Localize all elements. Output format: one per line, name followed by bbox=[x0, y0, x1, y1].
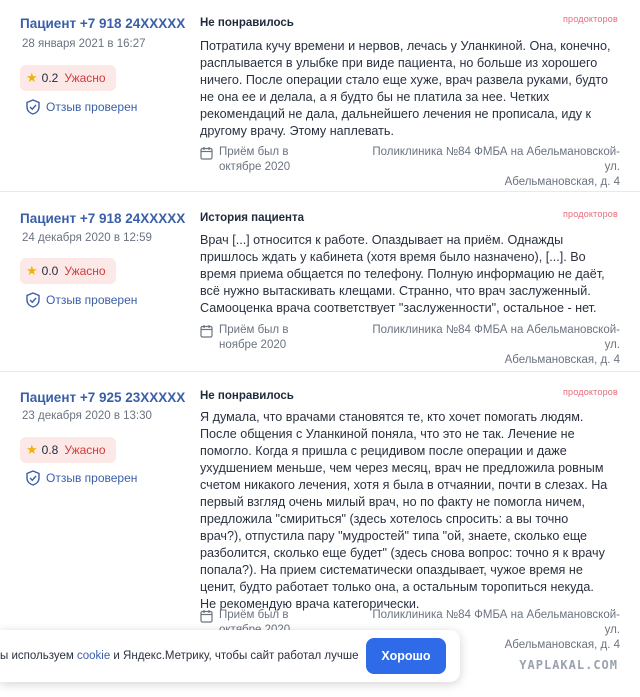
verified-badge bbox=[26, 99, 137, 115]
review-card bbox=[0, 192, 640, 372]
visit-label: Приём был в ноябре 2020 bbox=[219, 324, 289, 351]
review-date: 28 января 2021 в 16:27 bbox=[22, 38, 146, 50]
visit-date bbox=[200, 145, 290, 175]
rating-badge bbox=[20, 258, 116, 284]
clinic-link[interactable]: Поликлиника №84 ФМБА на Абельмановской-ул. Абельмановская, д. 4 bbox=[372, 324, 620, 366]
verified-label: Отзыв проверен bbox=[46, 471, 138, 485]
calendar-icon bbox=[200, 324, 213, 338]
verified-label: Отзыв проверен bbox=[46, 100, 138, 114]
brand-label: продокторов bbox=[562, 14, 618, 24]
rating-badge bbox=[20, 437, 116, 463]
review-text: Я думала, что врачами становятся те, кто хочет помогать людям. После общения с Уланкиной поняла, что это не так. Лечение не помогло. Когда я пришла с рецидивом после операции и даже ухудшением меньше, чем через месяц, врач не предложила ровным счетом никакого лечения, хотя я была в отчаянии, почти в слезах. На первый взгляд очень милый врач, но по факту не помогла ничем, предложила "смириться" (здесь хотелось спросить: а вы точно врач?), отпустила пару "мудростей" типа "ой, знаете, сколько еще разболится, сколько еще будет" (здесь снова вопрос: точно я к врачу попала?). На прием систематически опаздывает, чужое время не ценит, будто работает только она, а остальным торопиться некуда. Не рекомендую врача категорически. bbox=[200, 410, 608, 611]
review-author-link[interactable]: Пациент +7 918 24XXXXX bbox=[20, 211, 186, 226]
cookie-accept-button[interactable]: Хорошо bbox=[366, 638, 446, 674]
review-date: 24 декабря 2020 в 12:59 bbox=[22, 232, 152, 244]
rating-label: Ужасно bbox=[64, 443, 106, 457]
review-author-link[interactable]: Пациент +7 925 23XXXXX bbox=[20, 390, 186, 405]
cookie-text-after: и Яндекс.Метрику, чтобы сайт работал лучше bbox=[110, 650, 359, 662]
brand-label: продокторов bbox=[562, 209, 618, 219]
cookie-text bbox=[0, 650, 359, 662]
clinic-link[interactable]: Поликлиника №84 ФМБА на Абельмановской-ул. Абельмановская, д. 4 bbox=[372, 146, 620, 188]
shield-check-icon bbox=[26, 292, 40, 308]
verified-label: Отзыв проверен bbox=[46, 293, 138, 307]
star-icon: ★ bbox=[26, 263, 38, 278]
review-text: Врач [...] относится к работе. Опаздывает на приём. Однажды пришлось ждать у кабинета (хотя время было назначено), [...]. Во время приема общается по телефону. Полную информацию не даёт, всё нужно вытаскивать клещами. Странно, что врач заслуженный. Самооценка врача соответствует "заслуженности", остальное - нет. bbox=[200, 233, 605, 315]
visit-label: Приём был в октябре 2020 bbox=[219, 146, 291, 173]
shield-check-icon bbox=[26, 470, 40, 486]
cookie-banner bbox=[0, 630, 460, 682]
rating-score: 0.8 bbox=[41, 443, 59, 457]
star-icon: ★ bbox=[26, 70, 38, 85]
brand-label: продокторов bbox=[562, 387, 618, 397]
rating-label: Ужасно bbox=[64, 71, 106, 85]
review-date: 23 декабря 2020 в 13:30 bbox=[22, 410, 152, 422]
calendar-icon bbox=[200, 609, 213, 623]
clinic-link[interactable]: Поликлиника №84 ФМБА на Абельмановской-ул. Абельмановская, д. 4 bbox=[372, 609, 620, 651]
review-type: Не понравилось bbox=[200, 17, 294, 29]
rating-label: Ужасно bbox=[64, 264, 106, 278]
rating-score: 0.0 bbox=[41, 264, 59, 278]
calendar-icon bbox=[200, 146, 213, 160]
cookie-link[interactable]: cookie bbox=[76, 650, 111, 662]
verified-badge bbox=[26, 292, 137, 308]
review-card bbox=[0, 0, 640, 192]
review-author-link[interactable]: Пациент +7 918 24XXXXX bbox=[20, 16, 186, 31]
cookie-text-before: ы используем bbox=[0, 650, 77, 662]
rating-score: 0.2 bbox=[41, 71, 59, 85]
star-icon: ★ bbox=[26, 442, 38, 457]
review-text: Потратила кучу времени и нервов, лечась у Уланкиной. Она, конечно, расплывается в улыбке при виде пациента, но больше из хорошего ничего. После операции стало еще хуже, врач развела руками, будто не она ее и делала, а я будто бы не платила за нее. Четких рекомендаций не дала, дальнейшего лечения не прописала, иду к другому врачу. Этому наплевать. bbox=[200, 39, 611, 138]
review-type: История пациента bbox=[200, 212, 305, 224]
verified-badge bbox=[26, 470, 137, 486]
visit-date bbox=[200, 323, 288, 353]
review-type: Не понравилось bbox=[200, 390, 294, 402]
rating-badge bbox=[20, 65, 116, 91]
watermark-logo: YAPLAKAL.COM bbox=[519, 658, 618, 672]
visit-label: Приём был в bbox=[219, 609, 289, 621]
shield-check-icon bbox=[26, 99, 40, 115]
